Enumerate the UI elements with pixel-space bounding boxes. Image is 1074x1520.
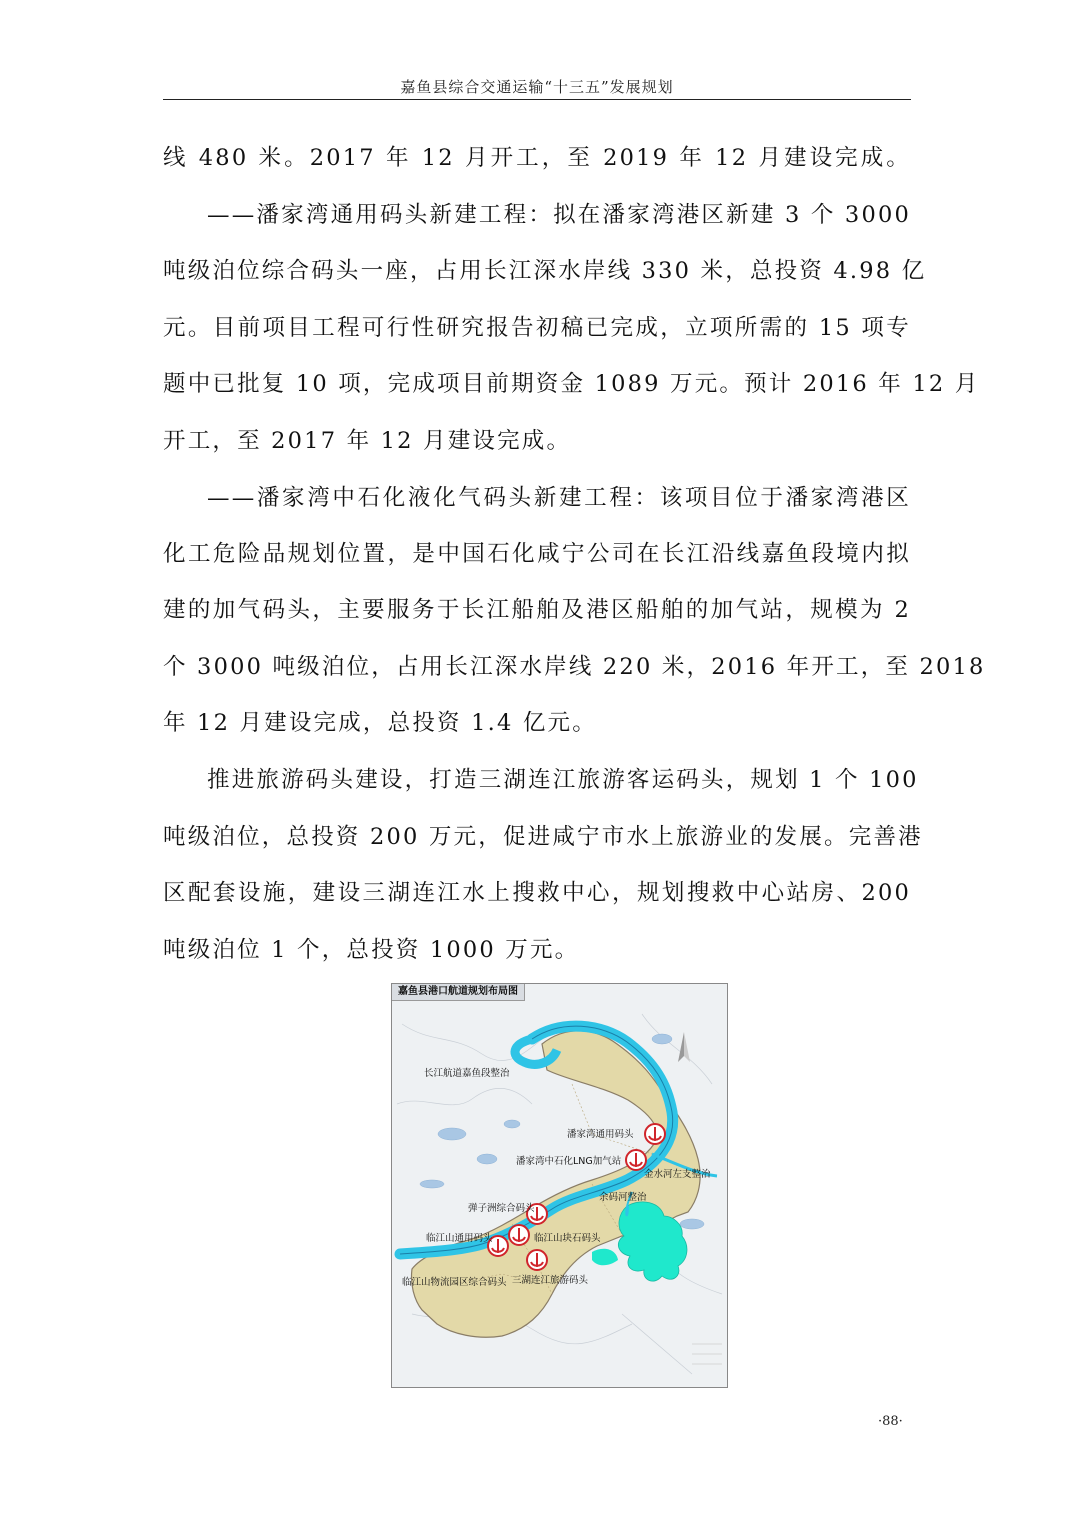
body-line-2: ——潘家湾通用码头新建工程：拟在潘家湾港区新建 3 个 3000 — [207, 202, 911, 228]
running-header: 嘉鱼县综合交通运输“十三五”发展规划 — [400, 78, 674, 96]
map-graphic — [392, 984, 727, 1387]
north-arrow-icon — [678, 1032, 690, 1062]
page-number: ·88· — [878, 1414, 903, 1429]
body-line-11: 年 12 月建设完成，总投资 1.4 亿元。 — [163, 710, 597, 736]
header-rule — [163, 99, 911, 100]
label-linjiangshan-stone: 临江山块石码头 — [534, 1233, 601, 1244]
label-linjiangshan-port: 临江山通用码头 — [426, 1233, 493, 1244]
body-line-4: 元。目前项目工程可行性研究报告初稿已完成，立项所需的 15 项专 — [163, 315, 911, 341]
body-line-9: 建的加气码头，主要服务于长江船舶及港区船舶的加气站，规模为 2 — [163, 597, 911, 623]
port-layout-map — [391, 983, 728, 1388]
body-line-13: 吨级泊位，总投资 200 万元，促进咸宁市水上旅游业的发展。完善港 — [163, 824, 923, 850]
body-line-14: 区配套设施，建设三湖连江水上搜救中心，规划搜救中心站房、200 — [163, 880, 911, 906]
body-line-6: 开工，至 2017 年 12 月建设完成。 — [163, 428, 572, 454]
port-marker-lng-icon — [626, 1150, 646, 1170]
body-line-12: 推进旅游码头建设，打造三湖连江旅游客运码头，规划 1 个 100 — [207, 767, 919, 793]
label-danzizhou: 弹子洲综合码头 — [468, 1203, 535, 1214]
body-line-5: 题中已批复 10 项，完成项目前期资金 1089 万元。预计 2016 年 12 月 — [163, 371, 980, 397]
port-marker-linjiangshan-stone-icon — [509, 1225, 529, 1245]
port-marker-panjiawan-icon — [645, 1124, 665, 1144]
label-lng: 潘家湾中石化LNG加气站 — [516, 1156, 622, 1167]
label-jinshuihe: 金水河左支整治 — [644, 1169, 711, 1180]
body-line-1: 线 480 米。2017 年 12 月开工，至 2019 年 12 月建设完成。 — [163, 145, 911, 171]
body-line-10: 个 3000 吨级泊位，占用长江深水岸线 220 米，2016 年开工，至 2018 — [163, 654, 986, 680]
body-line-7: ——潘家湾中石化液化气码头新建工程：该项目位于潘家湾港区 — [207, 485, 911, 511]
body-line-8: 化工危险品规划位置，是中国石化咸宁公司在长江沿线嘉鱼段境内拟 — [163, 541, 911, 567]
map-title: 嘉鱼县港口航道规划布局图 — [392, 984, 525, 1001]
map-grid-hint — [692, 1344, 722, 1364]
label-logistics: 临江山物流园区综合码头 — [402, 1277, 507, 1288]
body-line-3: 吨级泊位综合码头一座，占用长江深水岸线 330 米，总投资 4.98 亿 — [163, 258, 927, 284]
label-sanhu: 三湖连江旅游码头 — [512, 1275, 589, 1286]
port-marker-sanhu-icon — [527, 1250, 547, 1270]
label-yangtze: 长江航道嘉鱼段整治 — [424, 1068, 510, 1079]
label-yumahe: 余码河整治 — [599, 1192, 647, 1203]
body-line-15: 吨级泊位 1 个，总投资 1000 万元。 — [163, 937, 580, 963]
label-panjiawan: 潘家湾通用码头 — [567, 1129, 634, 1140]
